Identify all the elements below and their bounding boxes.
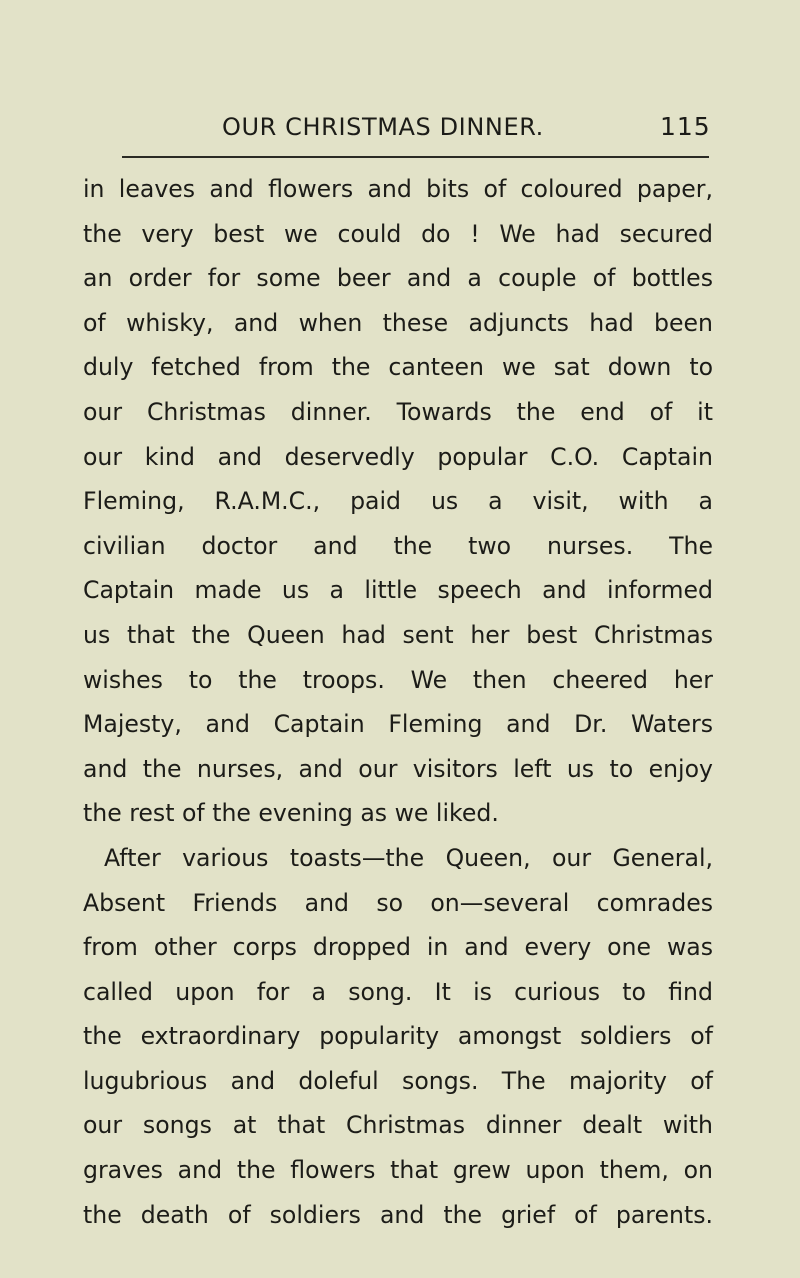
text-line: Majesty, and Captain Fleming and Dr. Waters bbox=[83, 710, 713, 739]
text-line: the very best we could do ! We had secured bbox=[83, 219, 713, 248]
text-line: Absent Friends and so on—several comrades bbox=[83, 888, 713, 917]
text-line: wishes to the troops. We then cheered her bbox=[83, 665, 713, 694]
text-line: called upon for a song. It is curious to find bbox=[83, 977, 713, 1006]
text-line: an order for some beer and a couple of bottles bbox=[83, 264, 713, 293]
text-line: and the nurses, and our visitors left us to enjoy bbox=[83, 754, 713, 783]
page-number: 115 bbox=[660, 112, 711, 141]
text-line: in leaves and flowers and bits of coloured paper, bbox=[83, 175, 713, 203]
text-line-paragraph-start: After various toasts—the Queen, our General, bbox=[104, 843, 713, 872]
text-line: our kind and deservedly popular C.O. Captain bbox=[83, 442, 713, 471]
text-line: Captain made us a little speech and informed bbox=[83, 576, 713, 605]
running-title: OUR CHRISTMAS DINNER. bbox=[222, 113, 544, 141]
text-line: the death of soldiers and the grief of parents. bbox=[83, 1200, 713, 1229]
text-line: us that the Queen had sent her best Christmas bbox=[83, 620, 713, 649]
text-line: graves and the flowers that grew upon them, on bbox=[83, 1156, 713, 1185]
text-line: duly fetched from the canteen we sat down to bbox=[83, 353, 713, 382]
text-line: of whisky, and when these adjuncts had been bbox=[83, 308, 713, 337]
text-line: the extraordinary popularity amongst soldiers of bbox=[83, 1022, 713, 1051]
text-line-paragraph-end: the rest of the evening as we liked. bbox=[83, 799, 499, 828]
header-rule bbox=[122, 156, 709, 158]
text-line: Fleming, R.A.M.C., paid us a visit, with a bbox=[83, 487, 713, 516]
body-text bbox=[83, 167, 713, 1237]
text-line: lugubrious and doleful songs. The majority of bbox=[83, 1066, 713, 1095]
text-line: from other corps dropped in and every one was bbox=[83, 933, 713, 962]
text-line: civilian doctor and the two nurses. The bbox=[83, 531, 713, 560]
text-line: our songs at that Christmas dinner dealt with bbox=[83, 1111, 713, 1140]
text-line: our Christmas dinner. Towards the end of it bbox=[83, 397, 713, 426]
